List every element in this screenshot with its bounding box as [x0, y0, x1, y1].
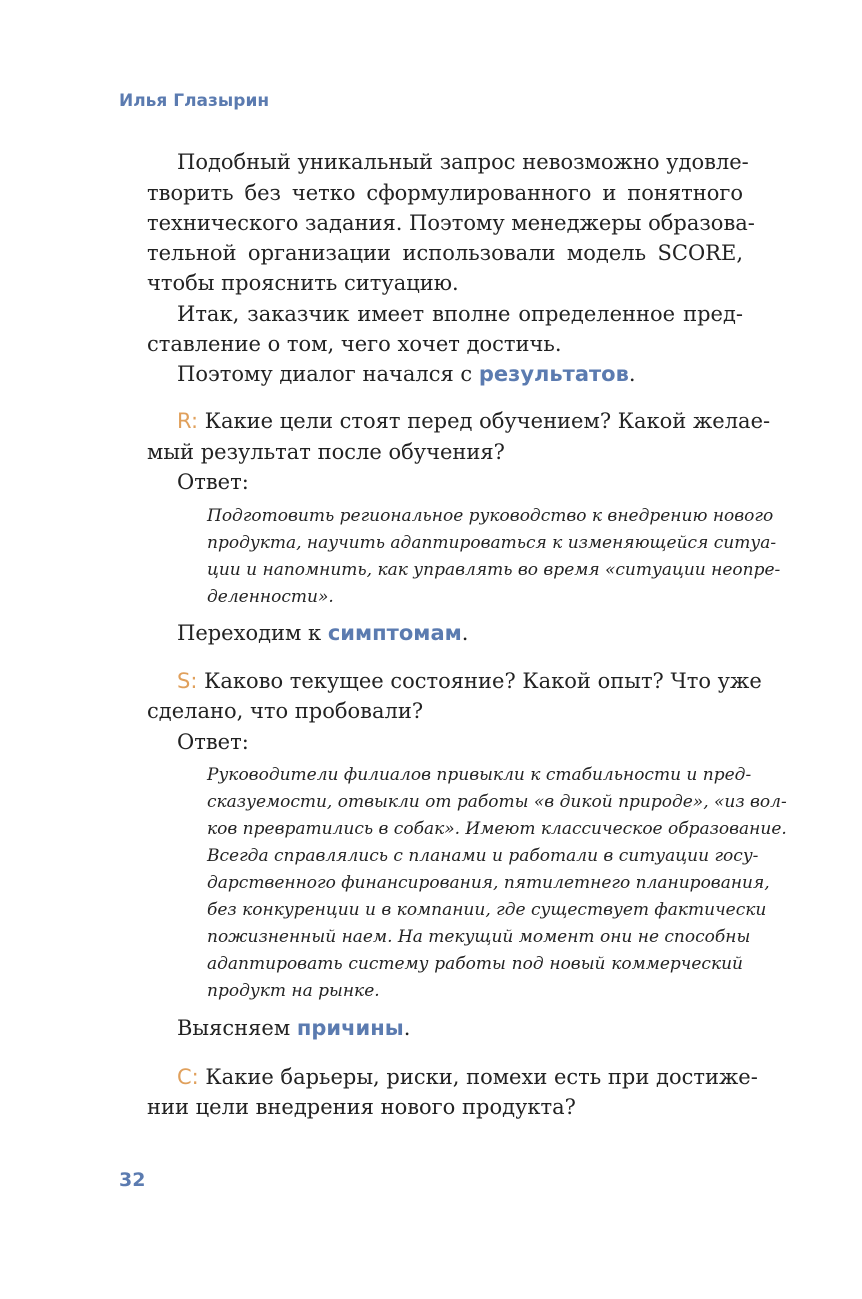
transition-period: .	[403, 1016, 411, 1040]
answer-line: ции и напомнить, как управлять во время «ситуации неопре-	[207, 560, 781, 580]
body-line: творить без четко сформулированного и понятного	[147, 181, 743, 205]
answer-line: сказуемости, отвыкли от работы «в дикой природе», «из вол-	[207, 792, 787, 812]
answer-line: пожизненный наем. На текущий момент они не способны	[207, 927, 751, 947]
page-number: 32	[119, 1169, 146, 1191]
keyword-symptoms: симптомам	[327, 621, 462, 645]
answer-line: Всегда справлялись с планами и работали в ситуации госу-	[207, 846, 759, 866]
transition-period: .	[461, 621, 469, 645]
body-line: чтобы прояснить ситуацию.	[147, 271, 459, 295]
body-line: тельной организации использовали модель SCORE,	[147, 241, 743, 265]
body-line: Подобный уникальный запрос невозможно удовле-	[177, 150, 749, 174]
keyword-causes: причины	[296, 1016, 404, 1040]
question-c-line	[177, 1062, 758, 1093]
transition-text: Поэтому диалог начался с	[177, 362, 479, 386]
answer-line: деленности».	[207, 587, 334, 607]
body-line: ставление о том, чего хочет достичь.	[147, 332, 562, 356]
transition-text: Выясняем	[177, 1016, 297, 1040]
answer-line: адаптировать систему работы под новый коммерческий	[207, 954, 743, 974]
answer-label: Ответ:	[177, 730, 249, 754]
answer-line: продукта, научить адаптироваться к изменяющейся ситуа-	[207, 533, 777, 553]
answer-line: Руководители филиалов привыкли к стабильности и пред-	[207, 765, 752, 785]
keyword-results: результатов	[478, 362, 629, 386]
question-text: Каково текущее состояние? Какой опыт? Что уже	[197, 669, 762, 693]
answer-line: без конкуренции и в компании, где существует фактически	[207, 900, 767, 920]
answer-line: Подготовить региональное руководство к внедрению нового	[207, 506, 774, 526]
question-text: Какие барьеры, риски, помехи есть при достиже-	[198, 1065, 758, 1089]
transition-text: Переходим к	[177, 621, 328, 645]
score-letter-r: R:	[177, 409, 199, 433]
question-s-line: сделано, что пробовали?	[147, 699, 424, 723]
answer-line: продукт на рынке.	[207, 981, 380, 1001]
answer-line: дарственного финансирования, пятилетнего планирования,	[207, 873, 770, 893]
score-letter-s: S:	[177, 669, 198, 693]
score-letter-c: C:	[177, 1065, 199, 1089]
body-line: технического задания. Поэтому менеджеры образова-	[147, 211, 755, 235]
question-r-line	[177, 406, 771, 437]
transition-period: .	[628, 362, 636, 386]
question-r-line: мый результат после обучения?	[147, 440, 505, 464]
answer-line: ков превратились в собак». Имеют классическое образование.	[207, 819, 787, 839]
question-c-line: нии цели внедрения нового продукта?	[147, 1095, 576, 1119]
body-line: Итак, заказчик имеет вполне определенное пред-	[177, 302, 743, 326]
question-s-line	[177, 666, 762, 697]
answer-label: Ответ:	[177, 470, 249, 494]
transition-line	[177, 618, 743, 649]
transition-line	[177, 359, 743, 390]
question-text: Какие цели стоят перед обучением? Какой желае-	[198, 409, 771, 433]
running-header-author: Илья Глазырин	[119, 91, 270, 111]
transition-line	[177, 1013, 743, 1044]
